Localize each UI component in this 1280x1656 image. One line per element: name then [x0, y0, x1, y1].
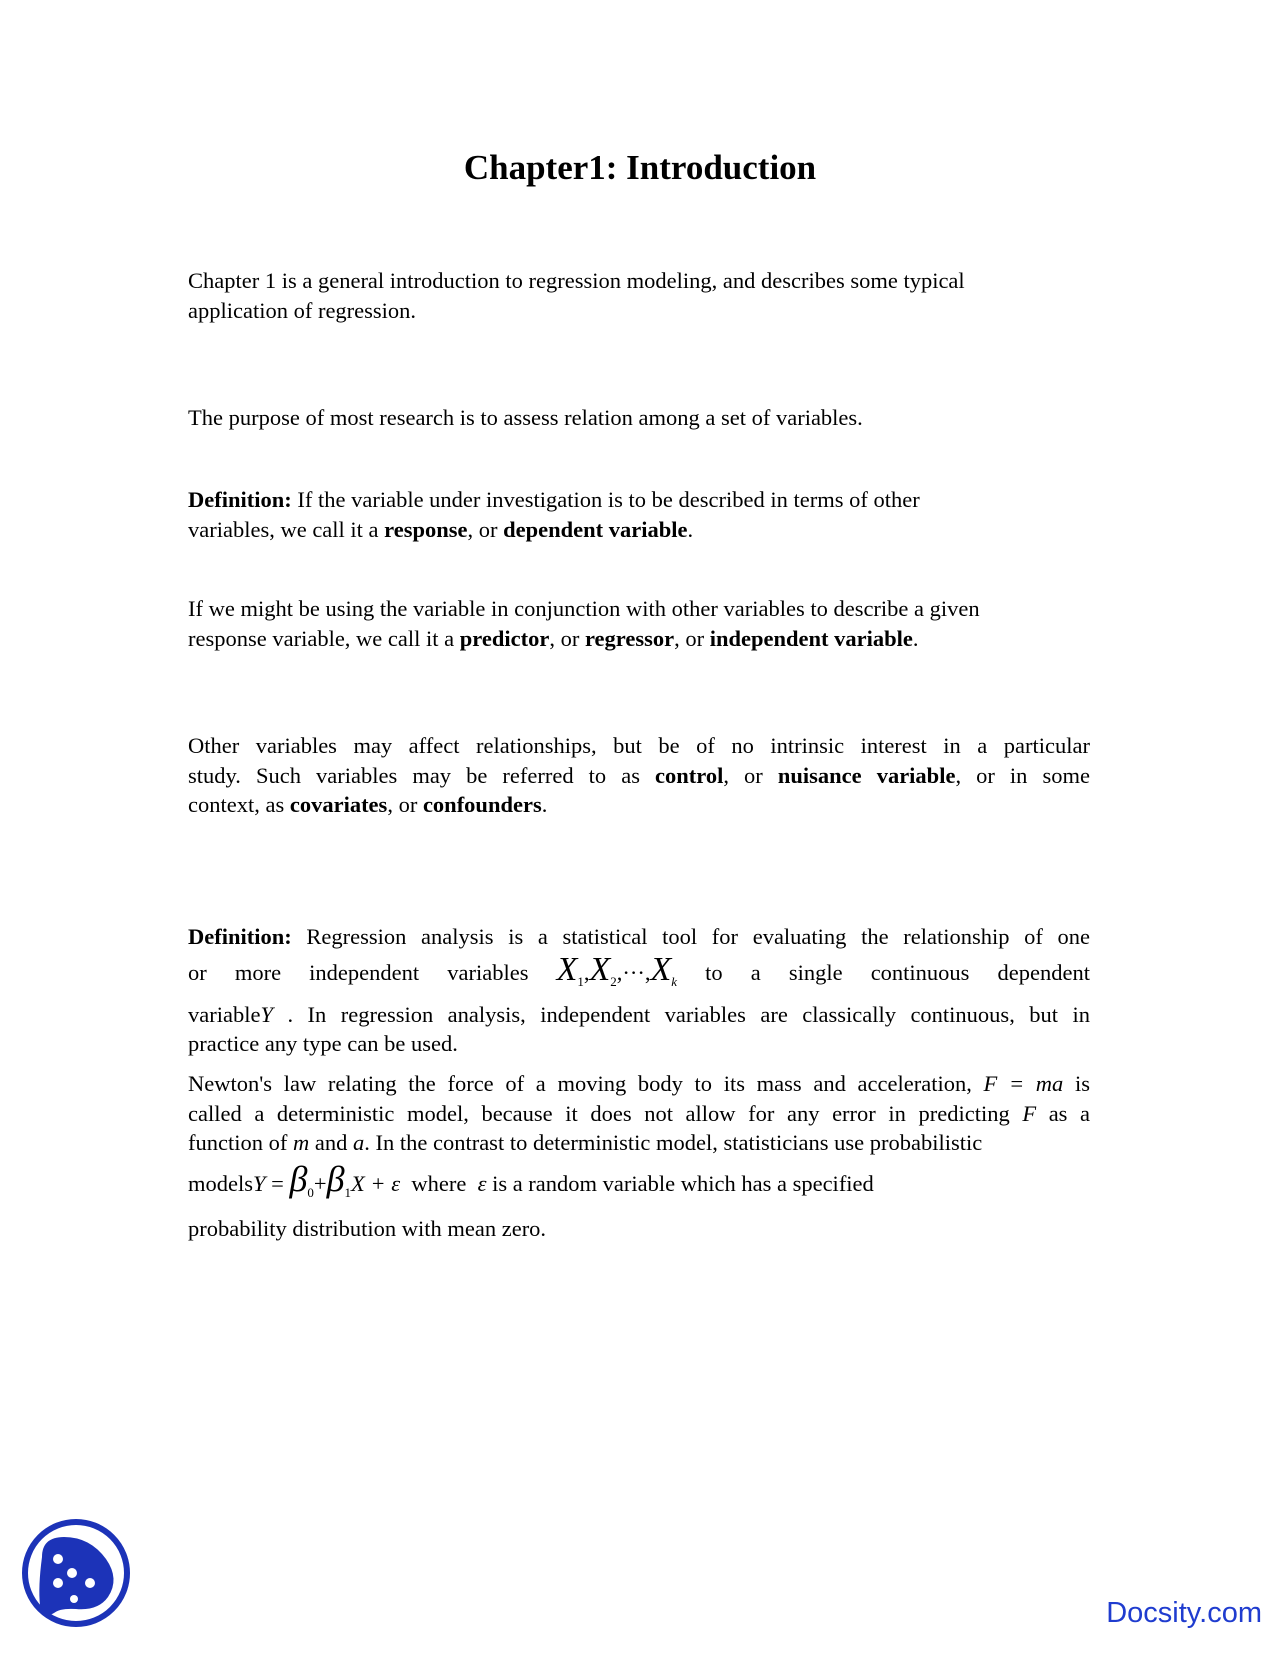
definition-response-paragraph: Definition: If the variable under investigation is to be described in terms of other variables, we call it a response, or dependent variable. — [188, 487, 920, 542]
intro-paragraph: Chapter 1 is a general introduction to regression modeling, and describes some typical application of regression. — [188, 268, 965, 323]
newton-paragraph: Newton's law relating the force of a moving body to its mass and acceleration, F = ma is called a deterministic model, because it does not allow for any error in predicting F as a function of m and a. In the contrast to deterministic model, statisticians use probabilistic modelsY = $\beta_0+\beta_1X + \varepsilon$ where ε is a random variable which has a specified probability distribution with mean zero. — [188, 1071, 1091, 1241]
purpose-paragraph: The purpose of most research is to assess relation among a set of variables. — [188, 405, 863, 430]
newton-equation: F = ma — [983, 1071, 1064, 1096]
docsity-logo-icon — [20, 1517, 132, 1629]
page-title: Chapter1: Introduction — [463, 148, 817, 187]
definition-label: Definition: — [188, 924, 292, 949]
definition-regression-paragraph: Definition: Regression analysis is a statistical tool for evaluating the relationship of one or more independent variables $X_1,X_2,\cdot\cdot\cdot,X_k$ to a single continuous dependent variableY . In regression analysis, independent variables are classically continuous, but in practice any type can be used. — [188, 924, 1090, 1056]
regression-model-formula: $Y = \beta_0+\beta_1X + \varepsilon$ — [253, 1158, 401, 1200]
definition-label: Definition: — [188, 487, 292, 512]
variables-formula: $X_1,X_2,\cdot\cdot\cdot,X_k$ — [556, 950, 678, 989]
predictor-paragraph: If we might be using the variable in conjunction with other variables to describe a given response variable, we call it a predictor, or regressor, or independent variable. — [188, 596, 980, 651]
other-variables-paragraph: Other variables may affect relationships, but be of no intrinsic interest in a particular study. Such variables may be referred to as control, or nuisance variable, or in some context, as covariates, or confounders. — [188, 733, 1090, 817]
docsity-brand-link[interactable]: Docsity.com — [1106, 1597, 1262, 1629]
